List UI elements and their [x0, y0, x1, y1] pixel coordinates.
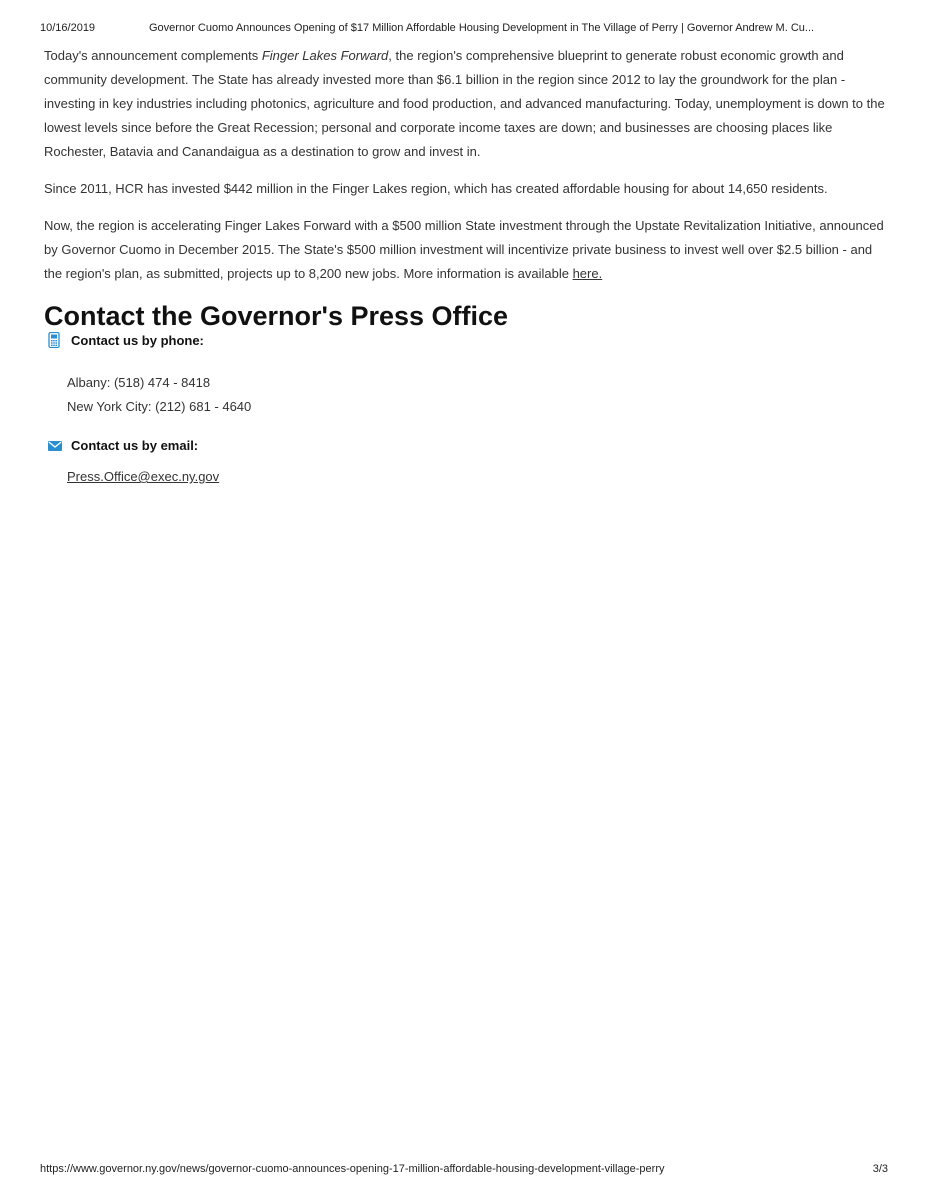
- paragraph-upstate-revitalization: Now, the region is accelerating Finger Lakes Forward with a $500 million State investment through the Upstate Revitalization Initiative, announced by Governor Cuomo in December 2015. The State's $500 million investment will incentivize private business to invest well over $2.5 billion - and the region's plan, as submitted, projects up to 8,200 new jobs. More information is available here.: [44, 218, 884, 281]
- phone-new-york-city: New York City: (212) 681 - 4640: [67, 399, 252, 414]
- print-date: 10/16/2019: [40, 22, 96, 34]
- paragraph-finger-lakes-forward: Today's announcement complements Finger Lakes Forward, the region's comprehensive blueprint to generate robust economic growth and community development. The State has already invested more than $6.1 billion in the region since 2012 to lay the groundwork for the plan - investing in key industries including photonics, agriculture and food production, and advanced manufacturing. Today, unemployment is down to the lowest levels since before the Great Recession; personal and corporate income taxes are down; and businesses are choosing places like Rochester, Batavia and Canandaigua as a destination to grow and invest in.: [44, 48, 885, 159]
- email-contact-label-row: [48, 438, 888, 453]
- phone-contact-label-row: [48, 332, 888, 348]
- print-page-title: Governor Cuomo Announces Opening of $17 Million Affordable Housing Development in The Village of Perry | Governor Andrew M. Cu...: [149, 22, 815, 34]
- envelope-icon: [48, 441, 64, 451]
- contact-heading: Contact the Governor's Press Office: [44, 301, 509, 331]
- more-information-link[interactable]: here.: [572, 266, 603, 281]
- page-number: 3/3: [872, 1163, 888, 1175]
- phone-icon: [48, 332, 64, 348]
- print-url: https://www.governor.ny.gov/news/governor-cuomo-announces-opening-17-million-affordable-housing-development-village-perry: [40, 1163, 665, 1175]
- phone-list: [67, 371, 888, 419]
- email-list: [67, 465, 888, 489]
- phone-contact-label: Contact us by phone:: [71, 332, 204, 348]
- press-office-email-link[interactable]: Press.Office@exec.ny.gov: [67, 469, 220, 484]
- paragraph-hcr-investment: Since 2011, HCR has invested $442 million in the Finger Lakes region, which has created affordable housing for about 14,650 residents.: [44, 181, 828, 196]
- emphasis-finger-lakes-forward: Finger Lakes Forward: [261, 48, 389, 63]
- article-body: [44, 44, 888, 489]
- phone-albany: Albany: (518) 474 - 8418: [67, 375, 211, 390]
- email-contact-label: Contact us by email:: [71, 438, 199, 453]
